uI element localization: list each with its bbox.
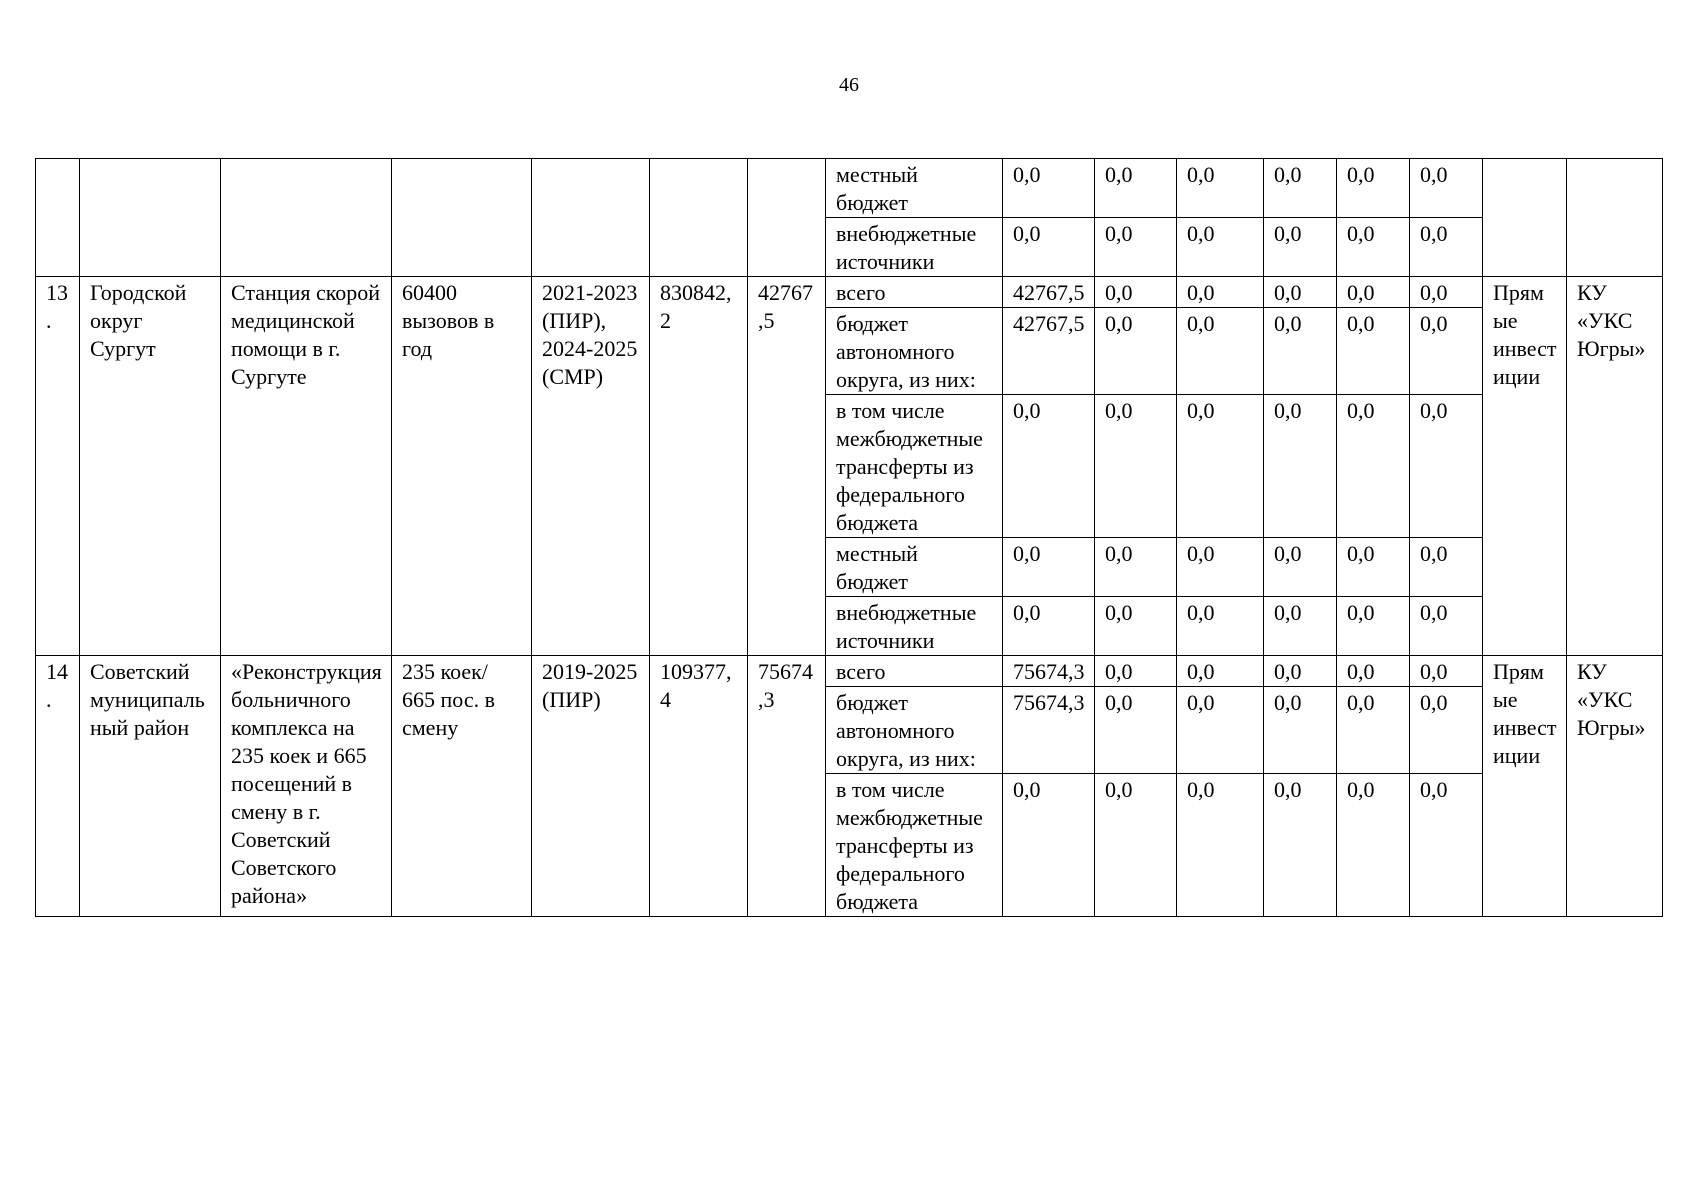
funding-source-cell: внебюджетные источники (826, 597, 1003, 656)
funding-value-cell: 0,0 (1264, 538, 1337, 597)
funding-value-cell: 0,0 (1095, 218, 1177, 277)
funding-value-cell: 0,0 (1264, 159, 1337, 218)
municipality-cell (80, 159, 221, 277)
object-cell: Станция скорой медицинской помощи в г. Сургуте (221, 277, 392, 656)
funding-value-cell: 0,0 (1410, 159, 1483, 218)
funding-source-cell: всего (826, 277, 1003, 308)
funding-value-cell: 75674,3 (1003, 687, 1095, 774)
funding-value-cell: 0,0 (1264, 218, 1337, 277)
table-row (36, 656, 1663, 687)
capacity-cell: 235 коек/ 665 пос. в смену (392, 656, 532, 917)
remaining-cost-cell: 42767,5 (748, 277, 826, 656)
remaining-cost-cell: 75674,3 (748, 656, 826, 917)
number-cell: 14. (36, 656, 80, 917)
funding-value-cell: 0,0 (1095, 597, 1177, 656)
funding-value-cell: 0,0 (1095, 538, 1177, 597)
funding-source-cell: бюджет автономного округа, из них: (826, 308, 1003, 395)
period-cell (532, 159, 650, 277)
funding-value-cell: 0,0 (1410, 538, 1483, 597)
funding-value-cell: 0,0 (1410, 597, 1483, 656)
funding-value-cell: 42767,5 (1003, 277, 1095, 308)
funding-value-cell: 0,0 (1337, 538, 1410, 597)
funding-value-cell: 0,0 (1003, 218, 1095, 277)
funding-value-cell: 0,0 (1337, 308, 1410, 395)
funding-value-cell: 0,0 (1003, 597, 1095, 656)
funding-source-cell: местный бюджет (826, 538, 1003, 597)
funding-source-cell: всего (826, 656, 1003, 687)
funding-value-cell: 0,0 (1264, 277, 1337, 308)
funding-source-cell: в том числе межбюджетные трансферты из федерального бюджета (826, 774, 1003, 917)
investment-table (35, 158, 1663, 917)
funding-value-cell: 0,0 (1410, 687, 1483, 774)
funding-value-cell: 0,0 (1095, 687, 1177, 774)
funding-value-cell: 0,0 (1095, 395, 1177, 538)
funding-value-cell: 0,0 (1003, 538, 1095, 597)
funding-value-cell: 0,0 (1264, 656, 1337, 687)
number-cell: 13. (36, 277, 80, 656)
funding-value-cell: 0,0 (1410, 656, 1483, 687)
page-number: 46 (839, 74, 859, 96)
funding-value-cell: 0,0 (1177, 687, 1264, 774)
funding-value-cell: 0,0 (1095, 774, 1177, 917)
funding-value-cell: 0,0 (1003, 774, 1095, 917)
funding-value-cell: 0,0 (1095, 308, 1177, 395)
capacity-cell: 60400 вызовов в год (392, 277, 532, 656)
funding-value-cell: 0,0 (1337, 395, 1410, 538)
number-cell (36, 159, 80, 277)
funding-value-cell: 0,0 (1177, 159, 1264, 218)
estimated-cost-cell (650, 159, 748, 277)
funding-value-cell: 0,0 (1177, 774, 1264, 917)
estimated-cost-cell: 830842,2 (650, 277, 748, 656)
mechanism-cell: Прямые инвестиции (1483, 656, 1567, 917)
funding-value-cell: 0,0 (1410, 774, 1483, 917)
funding-value-cell: 0,0 (1177, 277, 1264, 308)
customer-cell: КУ «УКС Югры» (1567, 277, 1663, 656)
funding-value-cell: 0,0 (1177, 395, 1264, 538)
funding-value-cell: 0,0 (1177, 218, 1264, 277)
funding-value-cell: 0,0 (1264, 308, 1337, 395)
funding-value-cell: 0,0 (1264, 395, 1337, 538)
municipality-cell: Городской округ Сургут (80, 277, 221, 656)
funding-value-cell: 75674,3 (1003, 656, 1095, 687)
funding-value-cell: 0,0 (1095, 159, 1177, 218)
funding-value-cell: 0,0 (1003, 159, 1095, 218)
period-cell: 2019-2025 (ПИР) (532, 656, 650, 917)
table-row (36, 159, 1663, 218)
remaining-cost-cell (748, 159, 826, 277)
funding-value-cell: 0,0 (1337, 277, 1410, 308)
funding-value-cell: 0,0 (1410, 277, 1483, 308)
funding-value-cell: 0,0 (1177, 308, 1264, 395)
funding-source-cell: местный бюджет (826, 159, 1003, 218)
funding-value-cell: 0,0 (1337, 656, 1410, 687)
mechanism-cell (1483, 159, 1567, 277)
table-row (36, 277, 1663, 308)
mechanism-cell: Прямые инвестиции (1483, 277, 1567, 656)
funding-value-cell: 0,0 (1264, 597, 1337, 656)
object-cell (221, 159, 392, 277)
estimated-cost-cell: 109377,4 (650, 656, 748, 917)
funding-value-cell: 0,0 (1264, 687, 1337, 774)
funding-value-cell: 42767,5 (1003, 308, 1095, 395)
funding-value-cell: 0,0 (1177, 597, 1264, 656)
period-cell: 2021-2023 (ПИР), 2024-2025 (СМР) (532, 277, 650, 656)
funding-source-cell: внебюджетные источники (826, 218, 1003, 277)
funding-value-cell: 0,0 (1095, 656, 1177, 687)
capacity-cell (392, 159, 532, 277)
funding-value-cell: 0,0 (1177, 538, 1264, 597)
funding-value-cell: 0,0 (1410, 395, 1483, 538)
funding-value-cell: 0,0 (1264, 774, 1337, 917)
funding-value-cell: 0,0 (1337, 218, 1410, 277)
customer-cell: КУ «УКС Югры» (1567, 656, 1663, 917)
funding-value-cell: 0,0 (1337, 687, 1410, 774)
funding-value-cell: 0,0 (1410, 218, 1483, 277)
funding-value-cell: 0,0 (1337, 597, 1410, 656)
funding-value-cell: 0,0 (1177, 656, 1264, 687)
funding-source-cell: в том числе межбюджетные трансферты из федерального бюджета (826, 395, 1003, 538)
funding-value-cell: 0,0 (1337, 774, 1410, 917)
table-body (36, 159, 1663, 917)
funding-source-cell: бюджет автономного округа, из них: (826, 687, 1003, 774)
funding-value-cell: 0,0 (1095, 277, 1177, 308)
funding-value-cell: 0,0 (1410, 308, 1483, 395)
object-cell: «Реконструкция больничного комплекса на 235 коек и 665 посещений в смену в г. Советский Советского района» (221, 656, 392, 917)
funding-value-cell: 0,0 (1337, 159, 1410, 218)
municipality-cell: Советский муниципальный район (80, 656, 221, 917)
customer-cell (1567, 159, 1663, 277)
funding-value-cell: 0,0 (1003, 395, 1095, 538)
